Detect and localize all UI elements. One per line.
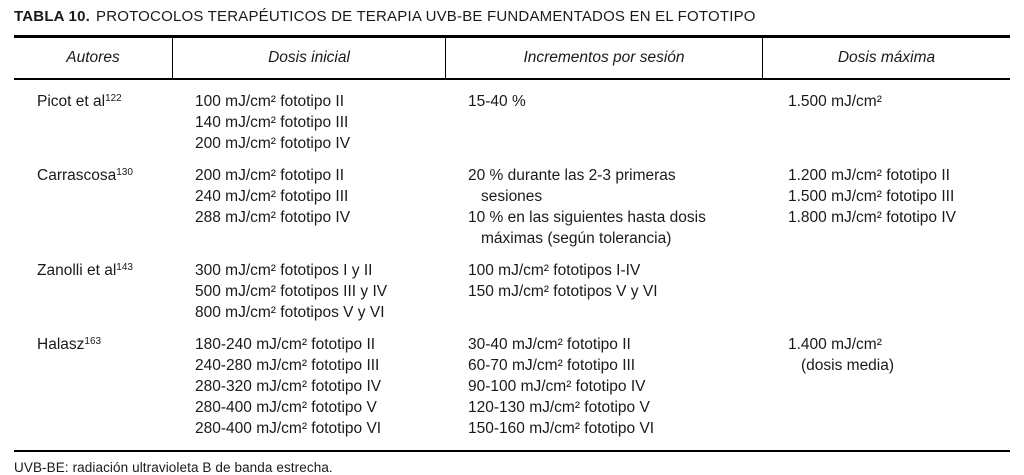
cell-line: (dosis media)	[801, 357, 895, 374]
author-name: Picot et al	[37, 93, 106, 110]
cell-line: sesiones	[481, 188, 543, 205]
column-header-dosis-maxima: Dosis máxima	[837, 48, 936, 66]
dosis-inicial-cell	[173, 165, 446, 249]
table-number: TABLA 10.	[14, 8, 90, 25]
cell-line: 100 mJ/cm² fototipo II	[195, 93, 345, 110]
reference-superscript: 122	[105, 93, 122, 104]
data-table	[14, 35, 1010, 452]
dosis-inicial-cell	[173, 260, 446, 323]
table-row	[14, 91, 1010, 154]
cell-line: 180-240 mJ/cm² fototipo II	[195, 336, 376, 353]
reference-superscript: 143	[116, 262, 133, 273]
cell-line: 1.800 mJ/cm² fototipo IV	[788, 209, 956, 226]
reference-superscript: 130	[116, 167, 133, 178]
incrementos-cell	[446, 165, 763, 249]
cell-line: 1.500 mJ/cm² fototipo III	[788, 188, 955, 205]
cell-line: 140 mJ/cm² fototipo III	[195, 114, 349, 131]
cell-line: máximas (según tolerancia)	[481, 230, 672, 247]
incrementos-cell	[446, 91, 763, 154]
author-cell	[14, 260, 173, 323]
cell-line: 240-280 mJ/cm² fototipo III	[195, 357, 380, 374]
author-name: Halasz	[37, 336, 85, 353]
author-cell	[14, 165, 173, 249]
cell-line: 280-400 mJ/cm² fototipo V	[195, 399, 377, 416]
cell-line: 240 mJ/cm² fototipo III	[195, 188, 349, 205]
table-caption: PROTOCOLOS TERAPÉUTICOS DE TERAPIA UVB-BE FUNDAMENTADOS EN EL FOTOTIPO	[95, 8, 756, 25]
incrementos-cell	[446, 334, 763, 439]
cell-line: 1.400 mJ/cm²	[788, 336, 882, 353]
table-header-row	[14, 35, 1010, 80]
cell-line: 150 mJ/cm² fototipos V y VI	[468, 283, 658, 300]
incrementos-cell	[446, 260, 763, 323]
dosis-inicial-cell	[173, 91, 446, 154]
dosis-maxima-cell	[763, 260, 1010, 323]
cell-line: 280-320 mJ/cm² fototipo IV	[195, 378, 382, 395]
author-cell	[14, 91, 173, 154]
cell-line: 100 mJ/cm² fototipos I-IV	[468, 262, 641, 279]
table-body	[14, 80, 1010, 452]
dosis-maxima-cell	[763, 91, 1010, 154]
cell-line: 1.500 mJ/cm²	[788, 93, 882, 110]
table-row	[14, 260, 1010, 323]
column-header-autores: Autores	[14, 38, 173, 78]
cell-line: 10 % en las siguientes hasta dosis	[468, 209, 706, 226]
table-row	[14, 334, 1010, 439]
dosis-maxima-cell	[763, 165, 1010, 249]
cell-line: 15-40 %	[468, 93, 526, 110]
cell-line: 200 mJ/cm² fototipo IV	[195, 135, 351, 152]
cell-line: 800 mJ/cm² fototipos V y VI	[195, 304, 385, 321]
cell-line: 1.200 mJ/cm² fototipo II	[788, 167, 950, 184]
table-figure	[14, 7, 1010, 475]
author-name: Zanolli et al	[37, 262, 117, 279]
cell-line: 280-400 mJ/cm² fototipo VI	[195, 420, 382, 437]
table-title	[14, 7, 1010, 26]
cell-line: 500 mJ/cm² fototipos III y IV	[195, 283, 388, 300]
author-name: Carrascosa	[37, 167, 117, 184]
author-cell	[14, 334, 173, 439]
cell-line: 150-160 mJ/cm² fototipo VI	[468, 420, 655, 437]
reference-superscript: 163	[84, 336, 102, 347]
table-row	[14, 165, 1010, 249]
cell-line: 30-40 mJ/cm² fototipo II	[468, 336, 631, 353]
cell-line: 20 % durante las 2-3 primeras	[468, 167, 676, 184]
cell-line: 200 mJ/cm² fototipo II	[195, 167, 345, 184]
cell-line: 288 mJ/cm² fototipo IV	[195, 209, 351, 226]
dosis-inicial-cell	[173, 334, 446, 439]
cell-line: 300 mJ/cm² fototipos I y II	[195, 262, 373, 279]
cell-line: 60-70 mJ/cm² fototipo III	[468, 357, 636, 374]
table-footnote: UVB-BE: radiación ultravioleta B de banda estrecha.	[14, 460, 333, 475]
cell-line: 120-130 mJ/cm² fototipo V	[468, 399, 650, 416]
cell-line: 90-100 mJ/cm² fototipo IV	[468, 378, 646, 395]
column-header-dosis-inicial: Dosis inicial	[173, 38, 446, 78]
dosis-maxima-cell	[763, 334, 1010, 439]
column-header-incrementos: Incrementos por sesión	[446, 38, 763, 78]
